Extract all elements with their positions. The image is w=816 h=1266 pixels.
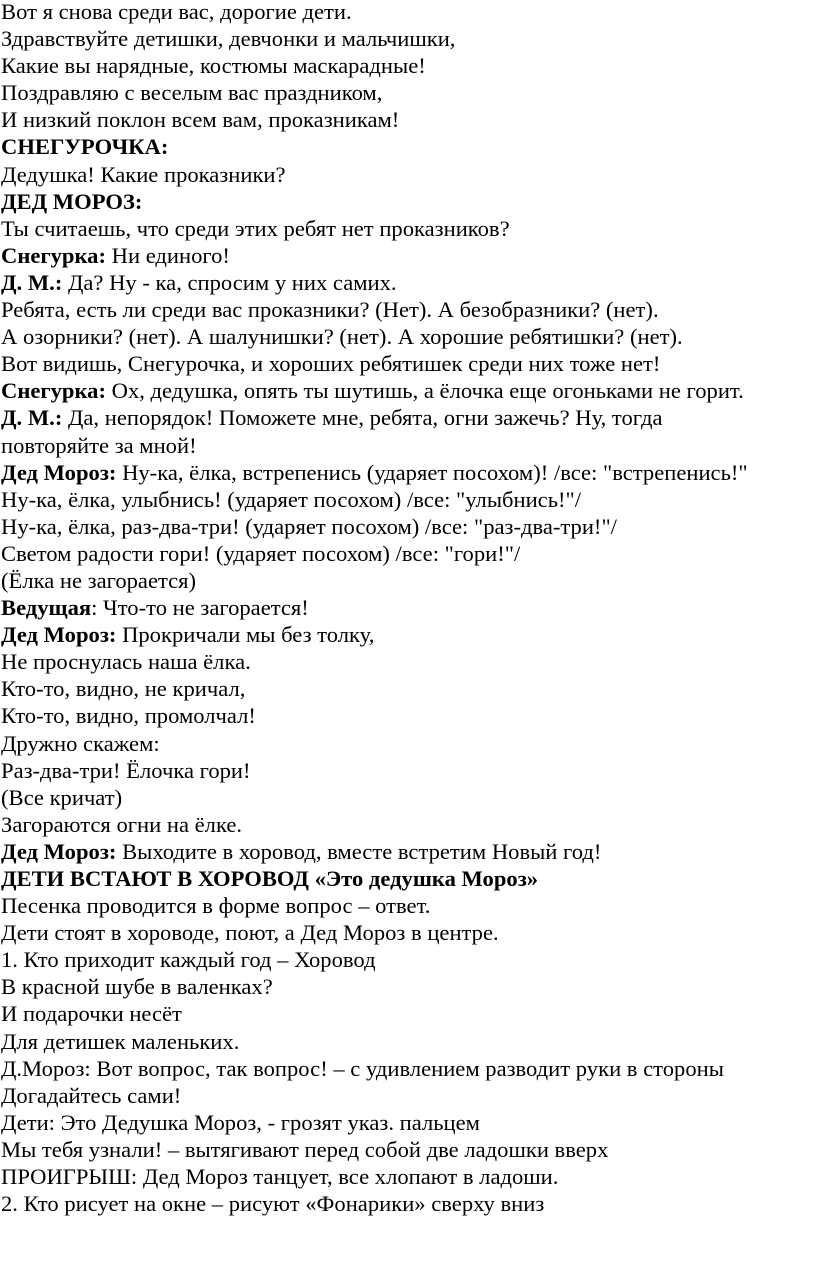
text-line xyxy=(1,1109,812,1136)
text-line xyxy=(1,188,812,215)
line-text: Здравствуйте детишки, девчонки и мальчишки, xyxy=(1,26,456,52)
text-line xyxy=(1,404,812,431)
text-line xyxy=(1,540,812,567)
line-text: И подарочки несёт xyxy=(1,1001,182,1027)
speaker-label: Дед Мороз: xyxy=(1,622,117,648)
text-line xyxy=(1,52,812,79)
speaker-label: СНЕГУРОЧКА: xyxy=(1,134,169,160)
line-text: Для детишек маленьких. xyxy=(1,1028,240,1054)
line-text: Ох, дедушка, опять ты шутишь, а ёлочка еще огоньками не горит. xyxy=(105,378,744,404)
line-text: Ну-ка, ёлка, раз-два-три! (ударяет посохом) /все: "раз-два-три!"/ xyxy=(1,513,617,539)
speaker-label: Д. М.: xyxy=(1,269,63,295)
line-text: (Ёлка не загорается) xyxy=(1,567,197,593)
line-text: 1. Кто приходит каждый год – Хоровод xyxy=(1,947,376,973)
text-line xyxy=(1,350,812,377)
line-text: : Что-то не загорается! xyxy=(91,595,309,621)
text-line xyxy=(1,1028,812,1055)
line-text: И низкий поклон всем вам, проказникам! xyxy=(1,107,400,133)
text-line xyxy=(1,865,812,892)
line-text: Догадайтесь сами! xyxy=(1,1082,182,1108)
speaker-label: Дед Мороз: xyxy=(1,459,117,485)
text-line xyxy=(1,459,812,486)
speaker-label: Д. М.: xyxy=(1,405,63,431)
line-text: А озорники? (нет). А шалунишки? (нет). А хорошие ребятишки? (нет). xyxy=(1,324,683,350)
line-text: Не проснулась наша ёлка. xyxy=(1,649,251,675)
text-line xyxy=(1,1163,812,1190)
line-text: Да? Ну - ка, спросим у них самих. xyxy=(62,269,397,295)
line-text: Загораются огни на ёлке. xyxy=(1,811,243,837)
text-line xyxy=(1,811,812,838)
line-text: Ну-ка, ёлка, встрепенись (ударяет посохом)! /все: "встрепенись!" xyxy=(116,459,748,485)
line-text: В красной шубе в валенках? xyxy=(1,974,273,1000)
text-line xyxy=(1,79,812,106)
text-line xyxy=(1,377,812,404)
text-line xyxy=(1,296,812,323)
text-line xyxy=(1,1136,812,1163)
line-text: Ребята, есть ли среди вас проказники? (Нет). А безобразники? (нет). xyxy=(1,297,659,323)
line-text: Дети: Это Дедушка Мороз, - грозят указ. пальцем xyxy=(1,1109,480,1135)
line-text: повторяйте за мной! xyxy=(1,432,197,458)
text-line xyxy=(1,702,812,729)
speaker-label: ДЕТИ ВСТАЮТ В ХОРОВОД «Это дедушка Мороз» xyxy=(1,866,539,891)
line-text: Да, непорядок! Поможете мне, ребята, огни зажечь? Ну, тогда xyxy=(62,405,663,431)
line-text: Д.Мороз: Вот вопрос, так вопрос! – с удивлением разводит руки в стороны xyxy=(1,1055,724,1081)
text-line xyxy=(1,784,812,811)
line-text: Мы тебя узнали! – вытягивают перед собой две ладошки вверх xyxy=(1,1136,609,1162)
speaker-label: ДЕД МОРОЗ: xyxy=(1,188,143,214)
line-text: Раз-два-три! Ёлочка гори! xyxy=(1,757,251,783)
text-line xyxy=(1,25,812,52)
speaker-label: Ведущая xyxy=(1,595,92,621)
text-line xyxy=(1,161,812,188)
text-line xyxy=(1,432,812,459)
line-text: 2. Кто рисует на окне – рисуют «Фонарики» сверху вниз xyxy=(1,1191,545,1217)
line-text: Ни единого! xyxy=(105,242,230,268)
text-line xyxy=(1,621,812,648)
line-text: Светом радости гори! (ударяет посохом) /все: "гори!"/ xyxy=(1,540,521,566)
line-text: ПРОИГРЫШ: Дед Мороз танцует, все хлопают в ладоши. xyxy=(1,1164,559,1190)
document-page xyxy=(1,0,812,1217)
text-line xyxy=(1,486,812,513)
text-line xyxy=(1,567,812,594)
text-line xyxy=(1,892,812,919)
line-text: Поздравляю с веселым вас праздником, xyxy=(1,80,383,106)
line-text: Ну-ка, ёлка, улыбнись! (ударяет посохом) /все: "улыбнись!"/ xyxy=(1,486,582,512)
line-text: (Все кричат) xyxy=(1,784,123,810)
speaker-label: Дед Мороз: xyxy=(1,838,117,864)
line-text: Кто-то, видно, не кричал, xyxy=(1,676,246,702)
line-text: Ты считаешь, что среди этих ребят нет проказников? xyxy=(1,215,510,241)
text-line xyxy=(1,269,812,296)
text-line xyxy=(1,838,812,865)
line-text: Вот я снова среди вас, дорогие дети. xyxy=(1,0,352,24)
text-line xyxy=(1,973,812,1000)
text-line xyxy=(1,215,812,242)
text-line xyxy=(1,1082,812,1109)
text-line xyxy=(1,1190,812,1217)
text-line xyxy=(1,594,812,621)
line-text: Кто-то, видно, промолчал! xyxy=(1,703,256,729)
text-line xyxy=(1,106,812,133)
text-line xyxy=(1,242,812,269)
line-text: Дети стоят в хороводе, поют, а Дед Мороз в центре. xyxy=(1,920,499,946)
text-line xyxy=(1,0,812,25)
line-text: Какие вы нарядные, костюмы маскарадные! xyxy=(1,53,426,79)
text-line xyxy=(1,1000,812,1027)
line-text: Дружно скажем: xyxy=(1,730,160,756)
speaker-label: Снегурка: xyxy=(1,242,106,268)
text-line xyxy=(1,919,812,946)
text-line xyxy=(1,946,812,973)
text-line xyxy=(1,513,812,540)
text-line xyxy=(1,133,812,160)
line-text: Дедушка! Какие проказники? xyxy=(1,161,286,187)
line-text: Выходите в хоровод, вместе встретим Новый год! xyxy=(116,838,602,864)
text-line xyxy=(1,648,812,675)
text-line xyxy=(1,675,812,702)
line-text: Песенка проводится в форме вопрос – ответ. xyxy=(1,893,431,919)
line-text: Вот видишь, Снегурочка, и хороших ребятишек среди них тоже нет! xyxy=(1,351,661,377)
text-line xyxy=(1,730,812,757)
text-line xyxy=(1,757,812,784)
text-line xyxy=(1,1055,812,1082)
line-text: Прокричали мы без толку, xyxy=(116,622,375,648)
speaker-label: Снегурка: xyxy=(1,378,106,404)
text-line xyxy=(1,323,812,350)
